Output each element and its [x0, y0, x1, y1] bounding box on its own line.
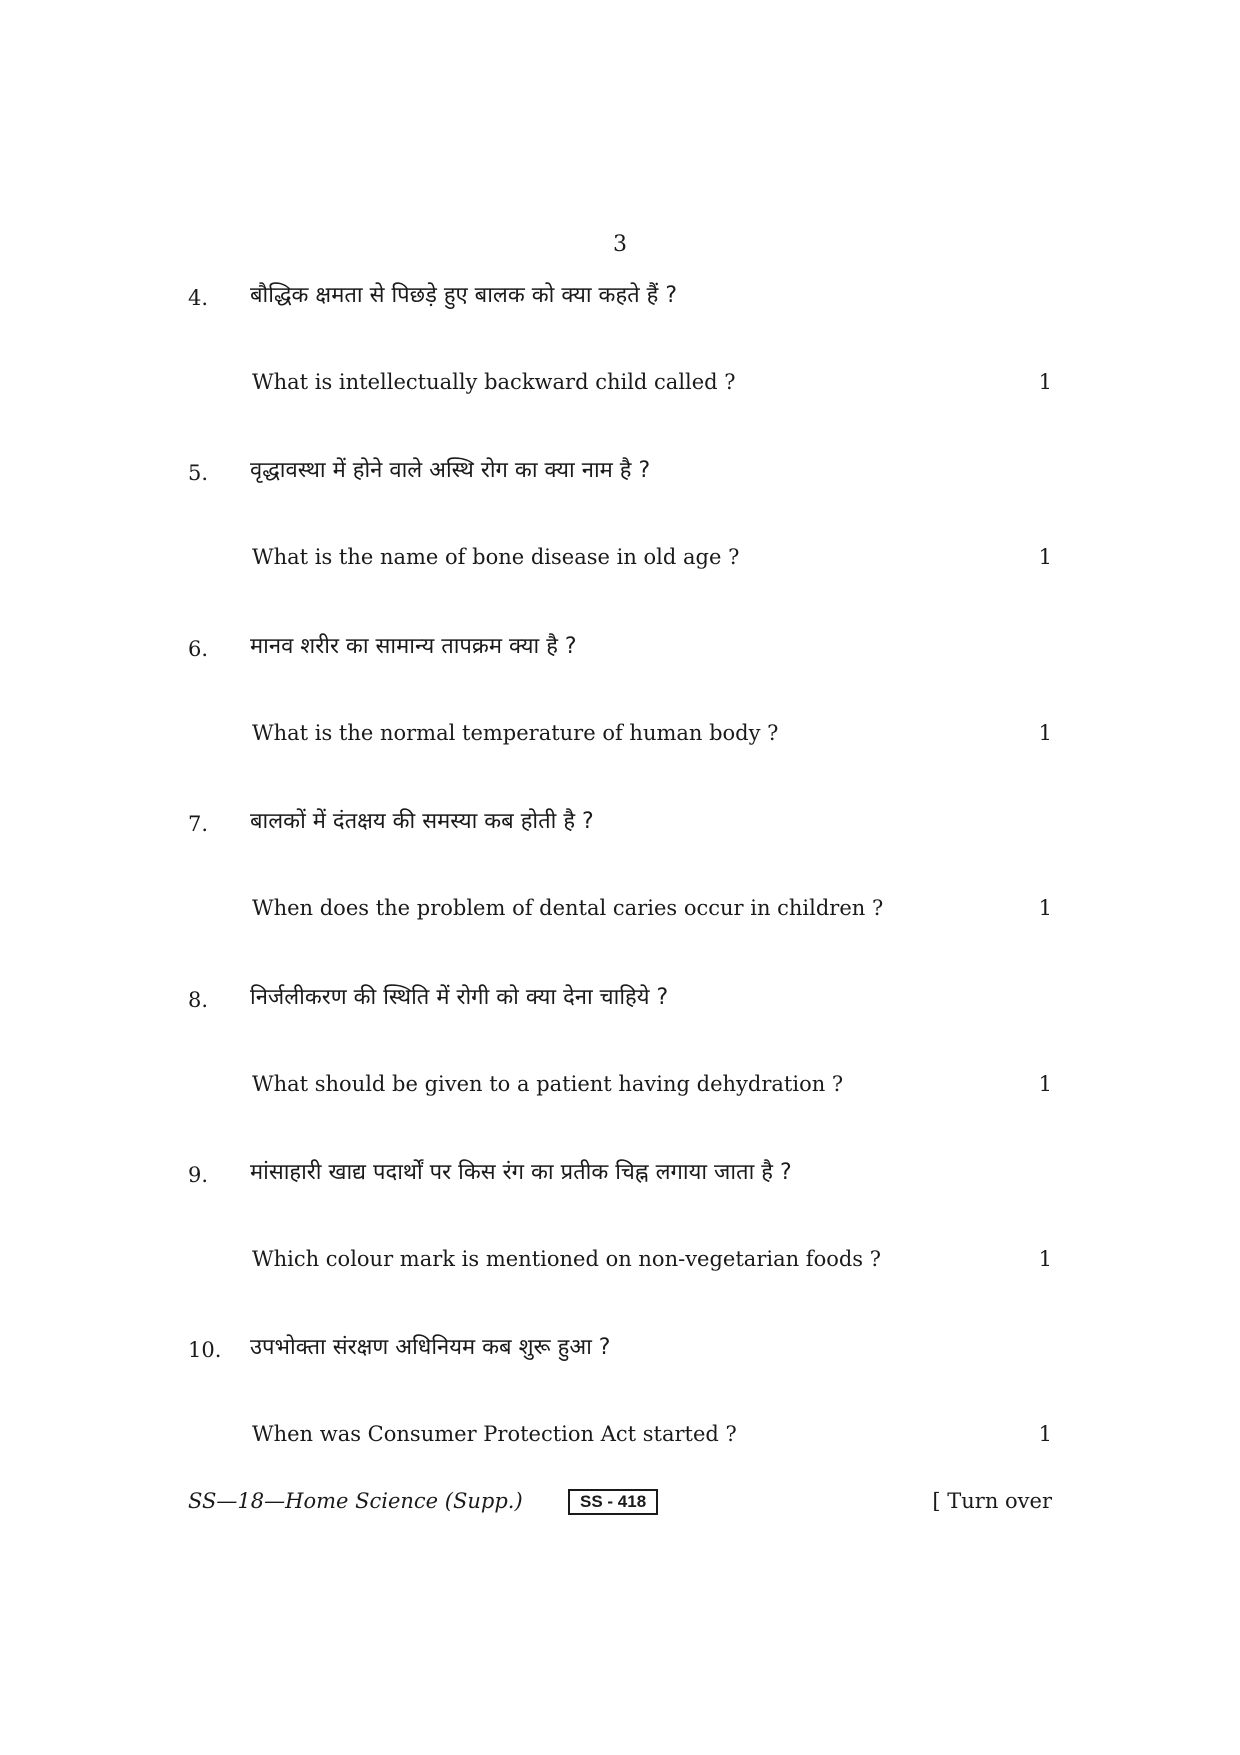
question-item [188, 1160, 1060, 1280]
question-text-english: What should be given to a patient having dehydration ? [252, 1072, 844, 1096]
question-text-english: When does the problem of dental caries occur in children ? [252, 896, 884, 920]
question-item [188, 283, 1060, 403]
question-marks: 1 [1038, 545, 1052, 569]
question-number: 10. [188, 1338, 222, 1362]
question-text-english: What is the name of bone disease in old age ? [252, 545, 740, 569]
question-text-hindi: उपभोक्ता संरक्षण अधिनियम कब शुरू हुआ ? [250, 1335, 611, 1360]
question-number: 7. [188, 812, 209, 836]
question-number: 4. [188, 286, 209, 310]
question-text-hindi: मानव शरीर का सामान्य तापक्रम क्या है ? [250, 634, 577, 659]
question-text-hindi: निर्जलीकरण की स्थिति में रोगी को क्या देना चाहिये ? [250, 985, 669, 1010]
question-item [188, 1335, 1060, 1455]
question-marks: 1 [1038, 1247, 1052, 1271]
footer-turn-over: [ Turn over [932, 1489, 1052, 1513]
question-number: 5. [188, 461, 209, 485]
question-marks: 1 [1038, 1422, 1052, 1446]
question-number: 8. [188, 988, 209, 1012]
question-number: 6. [188, 637, 209, 661]
question-item [188, 458, 1060, 578]
question-text-english: What is the normal temperature of human body ? [252, 721, 779, 745]
question-text-hindi: बौद्धिक क्षमता से पिछड़े हुए बालक को क्या कहते हैं ? [250, 283, 678, 308]
question-marks: 1 [1038, 1072, 1052, 1096]
footer-paper-title: SS—18—Home Science (Supp.) [188, 1489, 523, 1513]
page-number: 3 [613, 232, 627, 257]
footer-paper-code: SS - 418 [568, 1489, 658, 1515]
question-text-english: What is intellectually backward child called ? [252, 370, 736, 394]
question-marks: 1 [1038, 721, 1052, 745]
question-text-hindi: बालकों में दंतक्षय की समस्या कब होती है ? [250, 809, 594, 834]
question-item [188, 985, 1060, 1105]
question-marks: 1 [1038, 370, 1052, 394]
question-text-hindi: मांसाहारी खाद्य पदार्थों पर किस रंग का प्रतीक चिह्न लगाया जाता है ? [250, 1160, 792, 1185]
question-item [188, 634, 1060, 754]
page-footer [188, 1486, 1052, 1520]
question-number: 9. [188, 1163, 209, 1187]
question-text-hindi: वृद्धावस्था में होने वाले अस्थि रोग का क्या नाम है ? [250, 458, 651, 483]
question-marks: 1 [1038, 896, 1052, 920]
question-item [188, 809, 1060, 929]
question-text-english: When was Consumer Protection Act started ? [252, 1422, 737, 1446]
question-text-english: Which colour mark is mentioned on non-vegetarian foods ? [252, 1247, 882, 1271]
